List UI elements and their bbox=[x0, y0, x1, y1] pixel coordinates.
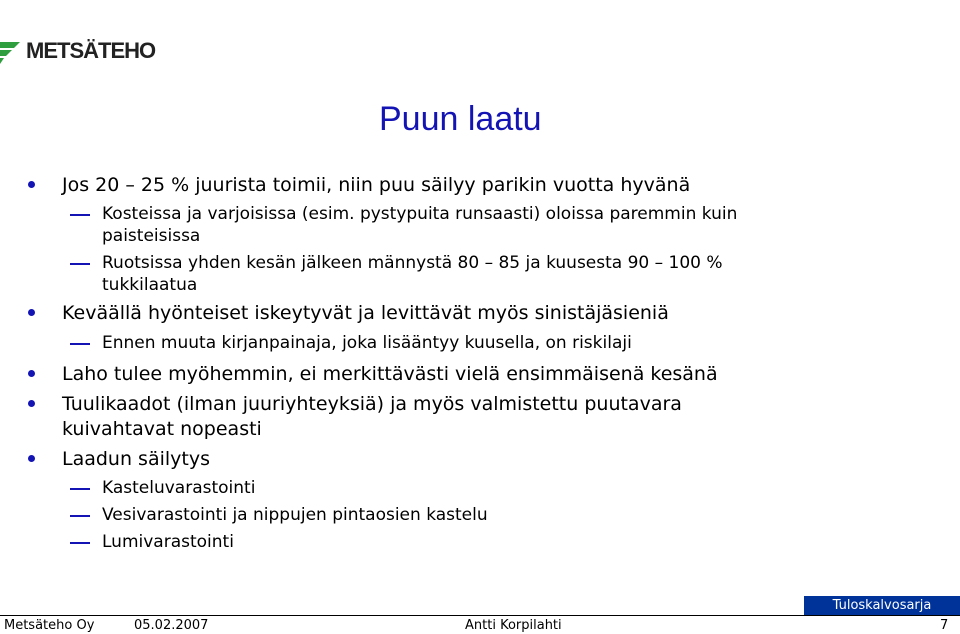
bullet-text: Jos 20 – 25 % juurista toimii, niin puu säilyy parikin vuotta hyvänä bbox=[62, 174, 691, 196]
dash-icon bbox=[70, 263, 90, 265]
sub-bullet-item bbox=[102, 503, 488, 527]
sub-bullet-item bbox=[102, 476, 255, 500]
sub-bullet-text: Kosteissa ja varjoisissa (esim. pystypuita runsaasti) oloissa paremmin kuin bbox=[102, 204, 738, 224]
slide-title: Puun laatu bbox=[379, 100, 542, 138]
bullet-item bbox=[62, 361, 718, 387]
bullet-continuation bbox=[62, 416, 262, 442]
dash-icon bbox=[70, 515, 90, 517]
bullet-item bbox=[62, 300, 669, 326]
dash-icon bbox=[70, 214, 90, 216]
footer-author: Antti Korpilahti bbox=[465, 618, 562, 633]
bullet-item bbox=[62, 446, 210, 472]
bullet-text: Tuulikaadot (ilman juuriyhteyksiä) ja myös valmistettu puutavara bbox=[62, 393, 682, 415]
sub-bullet-text: Vesivarastointi ja nippujen pintaosien kastelu bbox=[102, 505, 488, 525]
bullet-text: kuivahtavat nopeasti bbox=[62, 418, 262, 440]
bullet-text: Laho tulee myöhemmin, ei merkittävästi vielä ensimmäisenä kesänä bbox=[62, 363, 718, 385]
sub-bullet-text: paisteisissa bbox=[102, 226, 201, 246]
dash-icon bbox=[70, 488, 90, 490]
page-number: 7 bbox=[940, 618, 949, 633]
sub-bullet-item bbox=[102, 530, 234, 554]
sub-bullet-text: Ruotsissa yhden kesän jälkeen männystä 80 – 85 ja kuusesta 90 – 100 % bbox=[102, 253, 723, 273]
sub-bullet-text: Lumivarastointi bbox=[102, 532, 234, 552]
bullet-dot-icon bbox=[28, 181, 35, 188]
bullet-dot-icon bbox=[28, 455, 35, 462]
footer-divider bbox=[0, 615, 960, 616]
sub-bullet-continuation bbox=[102, 224, 200, 248]
logo-text: METSÄTEHO bbox=[26, 38, 156, 63]
bullet-item bbox=[62, 391, 682, 417]
footer-date: 05.02.2007 bbox=[134, 618, 209, 633]
bullet-dot-icon bbox=[28, 309, 35, 316]
logo-mark-icon bbox=[0, 38, 28, 64]
sub-bullet-item bbox=[102, 202, 737, 226]
dash-icon bbox=[70, 343, 90, 345]
dash-icon bbox=[70, 542, 90, 544]
sub-bullet-text: Ennen muuta kirjanpainaja, joka lisääntyy kuusella, on riskilaji bbox=[102, 333, 632, 353]
series-tag: Tuloskalvosarja bbox=[804, 596, 960, 616]
sub-bullet-text: Kasteluvarastointi bbox=[102, 478, 256, 498]
bullet-dot-icon bbox=[28, 370, 35, 377]
footer-org: Metsäteho Oy bbox=[4, 618, 95, 633]
bullet-item bbox=[62, 172, 690, 198]
bullet-dot-icon bbox=[28, 400, 35, 407]
bullet-text: Keväällä hyönteiset iskeytyvät ja levittävät myös sinistäjäsieniä bbox=[62, 302, 669, 324]
sub-bullet-item bbox=[102, 331, 632, 355]
sub-bullet-text: tukkilaatua bbox=[102, 275, 198, 295]
bullet-text: Laadun säilytys bbox=[62, 448, 210, 470]
sub-bullet-continuation bbox=[102, 273, 197, 297]
sub-bullet-item bbox=[102, 251, 723, 275]
